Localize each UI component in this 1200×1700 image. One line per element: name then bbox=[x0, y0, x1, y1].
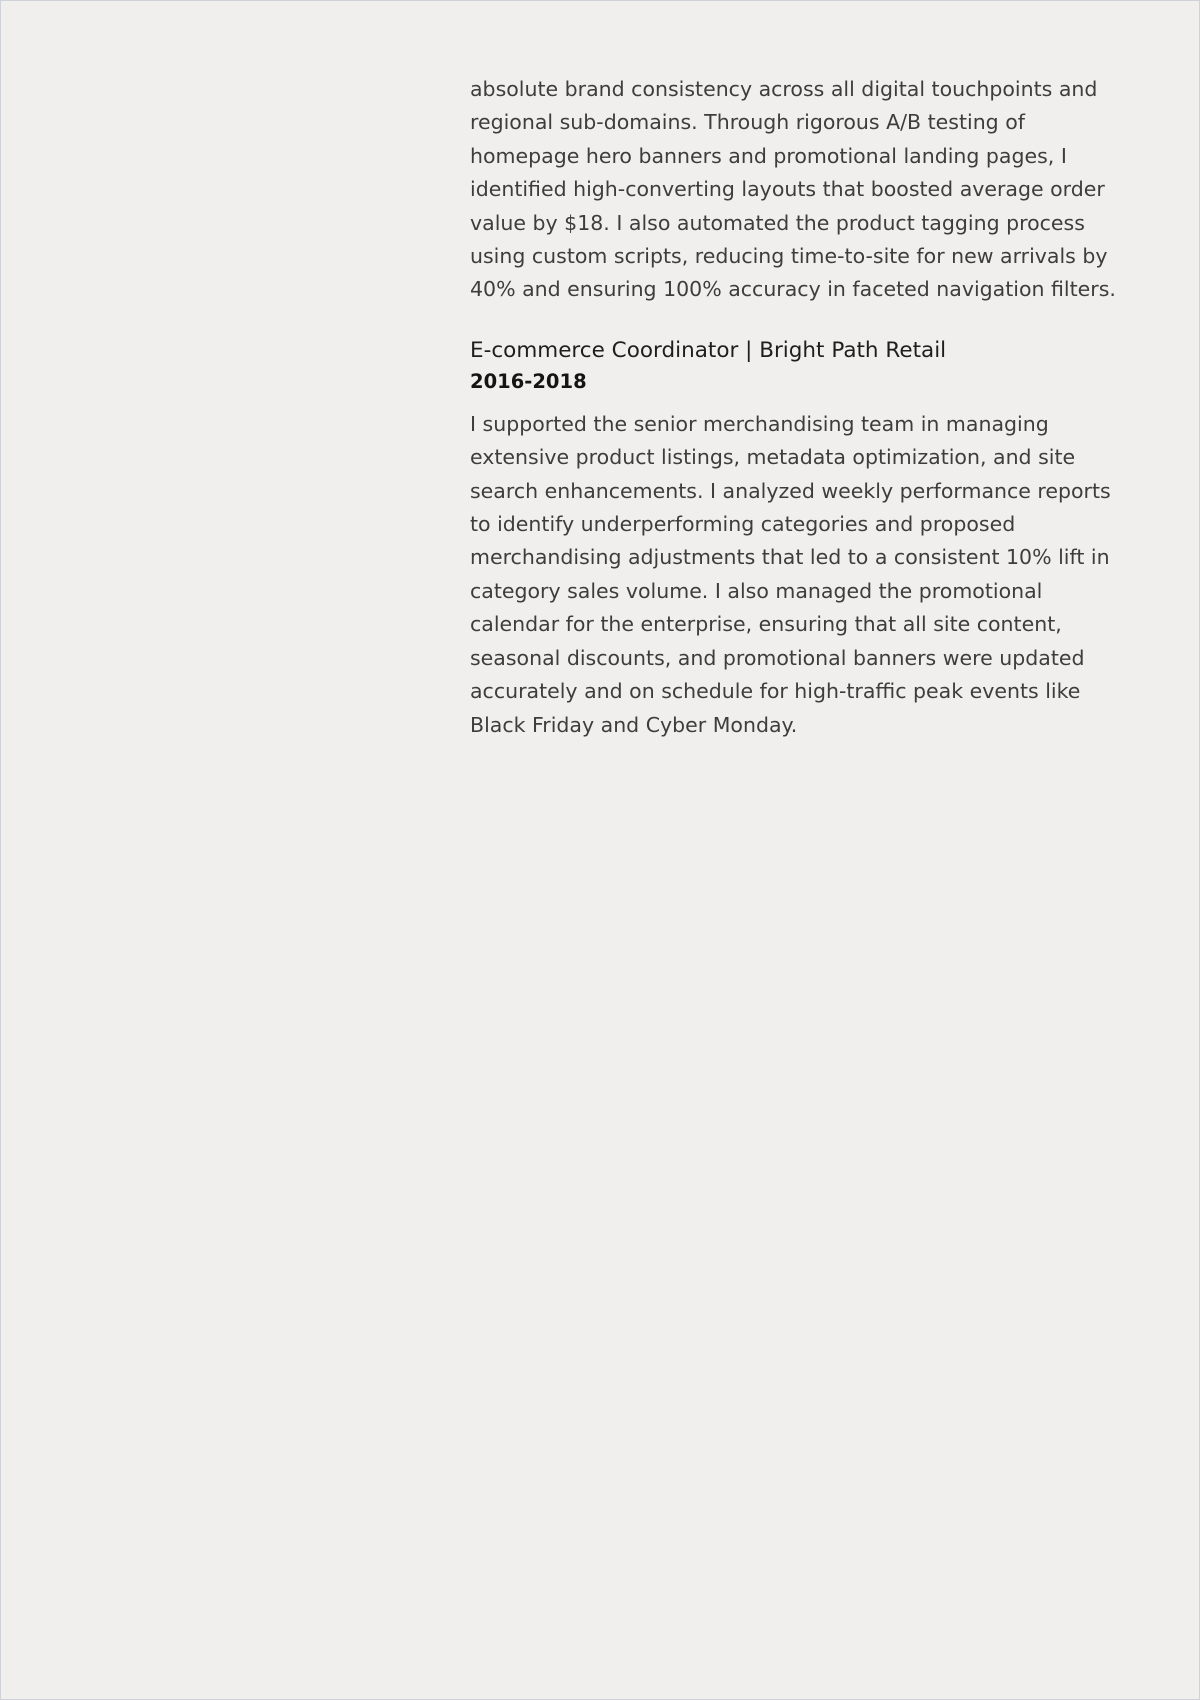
job-dates: 2016-2018 bbox=[470, 369, 587, 393]
experience-entry bbox=[470, 335, 1130, 742]
previous-role-description-continued: absolute brand consistency across all digital touchpoints and regional sub-domains. Through rigorous A/B testing of homepage hero banners and promotional landing pages, I identified high-converting layouts that boosted average order value by $18. I also automated the product tagging process using custom scripts, reducing time-to-site for new arrivals by 40% and ensuring 100% accuracy in faceted navigation filters. bbox=[470, 77, 1116, 302]
job-description: I supported the senior merchandising team in managing extensive product listings, metadata optimization, and site search enhancements. I analyzed weekly performance reports to identify underperforming categories and proposed merchandising adjustments that led to a consistent 10% lift in category sales volume. I also managed the promotional calendar for the enterprise, ensuring that all site content, seasonal discounts, and promotional banners were updated accurately and on schedule for high-traffic peak events like Black Friday and Cyber Monday. bbox=[470, 411, 1111, 737]
job-title: E-commerce Coordinator | Bright Path Retail bbox=[470, 337, 947, 363]
resume-main-column bbox=[470, 73, 1130, 742]
